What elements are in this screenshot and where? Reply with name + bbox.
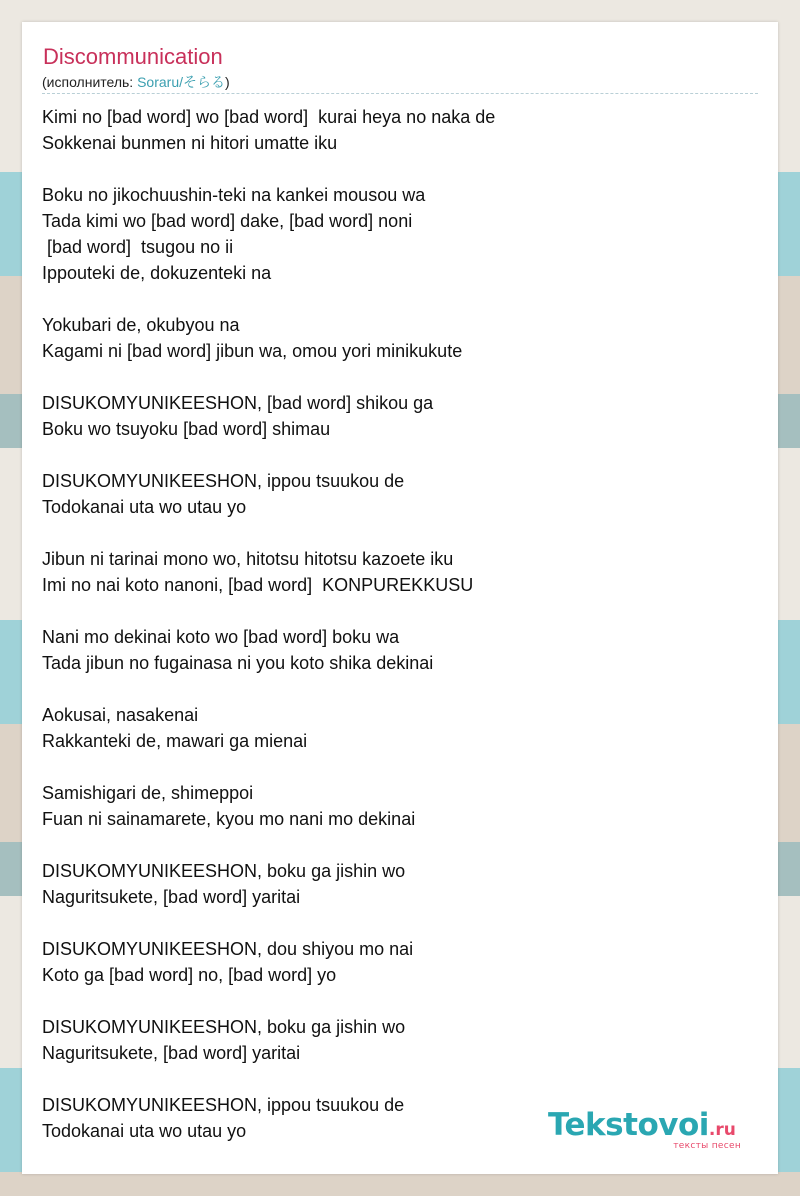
- lyrics-line: Sokkenai bunmen ni hitori umatte iku: [42, 133, 338, 153]
- lyrics-line: DISUKOMYUNIKEESHON, ippou tsuukou de: [42, 471, 405, 491]
- lyrics-blank-line: [42, 832, 758, 858]
- logo-tagline: тексты песен: [673, 1141, 741, 1151]
- lyrics-line: Todokanai uta wo utau yo: [42, 497, 247, 517]
- lyrics-line: Naguritsukete, [bad word] yaritai: [42, 1043, 301, 1063]
- lyrics-line: DISUKOMYUNIKEESHON, ippou tsuukou de: [42, 1095, 405, 1115]
- lyrics-line: Imi no nai koto nanoni, [bad word] KONPUREKKUSU: [42, 575, 474, 595]
- lyrics-blank-line: [42, 676, 758, 702]
- lyrics-line: Boku wo tsuyoku [bad word] shimau: [42, 419, 331, 439]
- artist-prefix: (исполнитель:: [42, 74, 138, 90]
- lyrics-blank-line: [42, 520, 758, 546]
- lyrics-line: Tada kimi wo [bad word] dake, [bad word] noni: [42, 211, 413, 231]
- lyrics-blank-line: [42, 286, 758, 312]
- lyrics-line: Todokanai uta wo utau yo: [42, 1121, 247, 1141]
- lyrics-line: Yokubari de, okubyou na: [42, 315, 240, 335]
- lyrics-line: Boku no jikochuushin-teki na kankei mousou wa: [42, 185, 426, 205]
- site-logo: [548, 1108, 753, 1154]
- lyrics-line: Fuan ni sainamarete, kyou mo nani mo dekinai: [42, 809, 416, 829]
- title-divider: [42, 93, 758, 94]
- artist-link[interactable]: Soraru/そらる: [137, 74, 226, 90]
- lyrics-line: Aokusai, nasakenai: [42, 705, 199, 725]
- lyrics-line: Samishigari de, shimeppoi: [42, 783, 254, 803]
- lyrics-line: Tada jibun no fugainasa ni you koto shika dekinai: [42, 653, 434, 673]
- lyrics-card: [22, 22, 778, 1174]
- lyrics-blank-line: [42, 364, 758, 390]
- lyrics-line: Koto ga [bad word] no, [bad word] yo: [42, 965, 337, 985]
- lyrics-line: Nani mo dekinai koto wo [bad word] boku wa: [42, 627, 400, 647]
- lyrics-blank-line: [42, 754, 758, 780]
- lyrics-line: Ippouteki de, dokuzenteki na: [42, 263, 272, 283]
- artist-suffix: ): [225, 74, 230, 90]
- logo-name: Tekstovoi: [548, 1107, 709, 1143]
- lyrics-line: DISUKOMYUNIKEESHON, boku ga jishin wo: [42, 1017, 406, 1037]
- lyrics-line: DISUKOMYUNIKEESHON, boku ga jishin wo: [42, 861, 406, 881]
- lyrics-line: Jibun ni tarinai mono wo, hitotsu hitotsu kazoete iku: [42, 549, 454, 569]
- lyrics-line: Naguritsukete, [bad word] yaritai: [42, 887, 301, 907]
- lyrics-line: Rakkanteki de, mawari ga mienai: [42, 731, 308, 751]
- artist-line: [42, 73, 230, 91]
- lyrics-blank-line: [42, 1066, 758, 1092]
- lyrics-body: [42, 104, 758, 1144]
- lyrics-line: DISUKOMYUNIKEESHON, dou shiyou mo nai: [42, 939, 414, 959]
- lyrics-line: DISUKOMYUNIKEESHON, [bad word] shikou ga: [42, 393, 434, 413]
- logo-tld: .ru: [708, 1120, 736, 1140]
- lyrics-line: [bad word] tsugou no ii: [42, 237, 234, 257]
- lyrics-blank-line: [42, 988, 758, 1014]
- lyrics-line: Kagami ni [bad word] jibun wa, omou yori minikukute: [42, 341, 463, 361]
- lyrics-blank-line: [42, 598, 758, 624]
- lyrics-blank-line: [42, 910, 758, 936]
- lyrics-blank-line: [42, 442, 758, 468]
- song-title: Discommunication: [43, 44, 223, 69]
- lyrics-line: Kimi no [bad word] wo [bad word] kurai heya no naka de: [42, 107, 496, 127]
- lyrics-blank-line: [42, 156, 758, 182]
